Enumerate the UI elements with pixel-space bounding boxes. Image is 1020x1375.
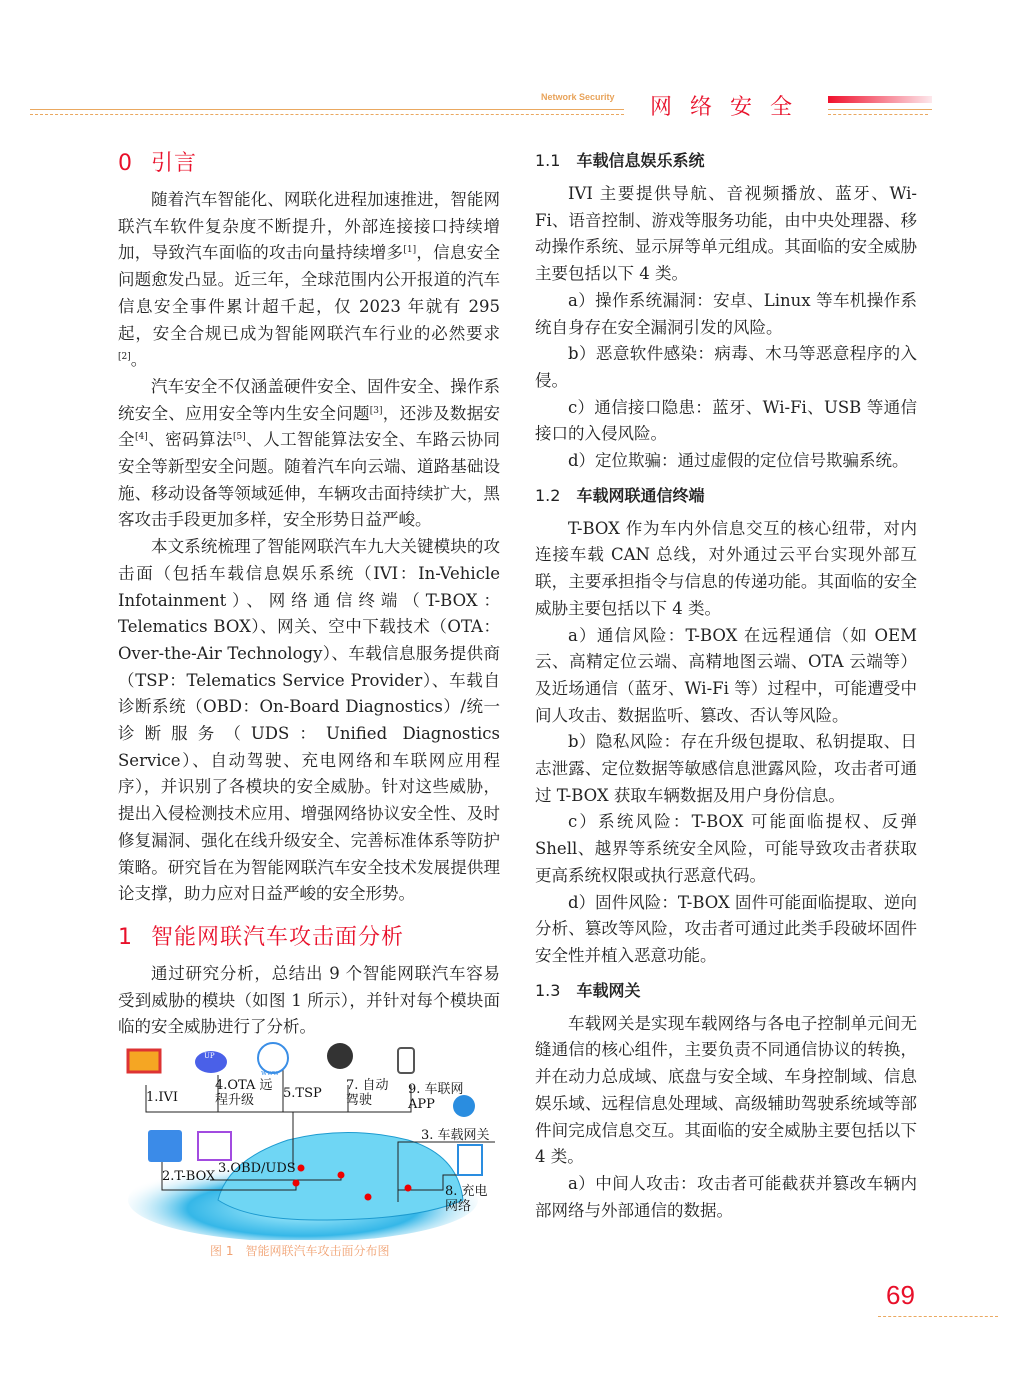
text: 、密码算法 (147, 430, 233, 450)
list-item: d）定位欺骗：通过虚假的定位信号欺骗系统。 (568, 451, 909, 471)
label-obd: 3.OBD/UDS (218, 1161, 296, 1176)
paragraph: 本文系统梳理了智能网联汽车九大关键模块的攻击面（包括车载信息娱乐系统（IVI：In-Vehicle Infotainment）、网络通信终端（T-BOX：Telematics BOX）、网关、空中下载技术（OTA：Over-the-Air Technology）、车载信息服务提供商（TSP：Telematics Service Provider）、车载自诊断系统（OBD：On-Board Diagnostics）/统一诊断服务（UDS：Unified Diagnostics Service）、自动驾驶、充电网络和车联网应用程序），并识别了各模块的安全威胁。针对这些威胁，提出入侵检测技术应用、增强网络协议安全性、及时修复漏洞、强化在线升级安全、完善标准体系等防护策略。研究旨在为智能网联汽车安全技术发展提供理论支撑，助力应对日益严峻的安全形势。 (118, 537, 500, 904)
page-number: 69 (886, 1280, 915, 1310)
phone-icon (398, 1048, 414, 1073)
citation: [1] (403, 245, 417, 256)
paragraph (118, 187, 500, 374)
header-cn: 网络安全 (650, 95, 811, 120)
circuit-icon (148, 1130, 182, 1162)
subsection-title: 车载信息娱乐系统 (576, 151, 705, 170)
left-column (118, 140, 500, 1041)
text: 汽车安全不仅涵盖硬件安全、固件安全、操作系统安全、应用安全等内生安全问题 (118, 376, 500, 423)
charger-icon (458, 1145, 482, 1175)
header-rule-dashed (30, 114, 624, 115)
text: 、人工智能算法安全、车路云协同安全等新型安全问题。随着汽车向云端、道路基础设施、移动设备等领域延伸，车辆攻击面持续扩大，黑客攻击手段更加多样，安全形势日益严峻。 (118, 430, 501, 530)
section-title: 智能网联汽车攻击面分析 (151, 924, 405, 950)
figure-1 (118, 1040, 500, 1240)
text: 随着汽车智能化、网联化进程加速推进，智能网联汽车软件复杂度不断提升，外部连接接口持续增加，导致汽车面临的攻击向量持续增多 (118, 190, 500, 263)
citation: [3] (369, 405, 383, 416)
label-gateway: 3. 车载网关 (421, 1128, 490, 1143)
text: ，信息安全问题愈发凸显。近三年，全球范围内公开报道的汽车信息安全事件累计超千起，仅 2023 年就有 295 起，安全合规已成为智能网联汽车行业的必然要求 (118, 243, 501, 343)
page-number-rule (878, 1316, 998, 1317)
paragraph: 车载网关是实现车载网络与各电子控制单元间无缝通信的核心组件，主要负责不同通信协议的转换，并在动力总成域、底盘与安全域、车身控制域、信息娱乐域、远程信息处理域、高级辅助驾驶系统域等部件间完成信息交互。其面临的安全威胁主要包括以下 4 类。 (535, 1013, 917, 1167)
header-rule (30, 109, 624, 110)
subsection-number: 1.3 (535, 980, 561, 1000)
subsection-number: 1.2 (535, 485, 561, 505)
header-rule-right (828, 109, 932, 110)
text: ，还涉及数据安全 (118, 403, 501, 450)
up-icon-text: UP (204, 1052, 215, 1060)
paragraph: 通过研究分析，总结出 9 个智能网联汽车容易受到威胁的模块（如图 1 所示），并针对每个模块面临的安全威胁进行了分析。 (118, 963, 500, 1037)
section-title: 引言 (151, 151, 198, 176)
citation: [5] (232, 432, 246, 443)
label-autodrive: 7. 自动驾驶 (346, 1078, 389, 1108)
www-icon-text: www (261, 1069, 279, 1077)
label-ota: 4.OTA 远程升级 (215, 1078, 273, 1108)
list-item: a）操作系统漏洞：安卓、Linux 等车机操作系统自身存在安全漏洞引发的风险。 (535, 290, 917, 337)
citation: [2] (118, 352, 131, 363)
list-item: c）通信接口隐患：蓝牙、Wi-Fi、USB 等通信接口的入侵风险。 (535, 397, 917, 444)
section-number: 1 (118, 924, 133, 950)
citation: [4] (134, 432, 148, 443)
label-tbox: 2.T-BOX (162, 1169, 216, 1184)
paragraph (118, 374, 500, 534)
ivi-screen-icon (128, 1050, 160, 1072)
section-1-heading (118, 920, 500, 951)
right-column (535, 140, 917, 1224)
subsection-1-3-heading (535, 978, 917, 1001)
paragraph: IVI 主要提供导航、音视频播放、蓝牙、Wi-Fi、语音控制、游戏等服务功能，由中央处理器、移动操作系统、显示屏等单元组成。其面临的安全威胁主要包括以下 4 类。 (535, 184, 917, 284)
gauge-icon (327, 1043, 353, 1069)
header-en: Network Security (541, 92, 615, 102)
list-item: b）恶意软件感染：病毒、木马等恶意程序的入侵。 (535, 344, 917, 390)
subsection-number: 1.1 (535, 151, 561, 170)
subsection-title: 车载网联通信终端 (576, 485, 705, 505)
label-ivi: 1.IVI (146, 1090, 179, 1105)
section-number: 0 (118, 151, 133, 176)
subsection-1-2-heading (535, 483, 917, 506)
list-item: a）通信风险：T-BOX 在远程通信（如 OEM 云、高精定位云端、高精地图云端、OTA 云端等）及近场通信（蓝牙、Wi-Fi 等）过程中，可能遭受中间人攻击、数据监听、篡改、否认等风险。 (535, 625, 917, 725)
section-0-heading (118, 146, 500, 177)
subsection-1-1-heading (535, 148, 917, 171)
label-charging: 8. 充电网络 (445, 1184, 488, 1214)
label-tsp: 5.TSP (283, 1086, 322, 1101)
header-rule-right-dashed (828, 114, 928, 115)
list-item: c）系统风险：T-BOX 可能面临提权、反弹 Shell、越界等系统安全风险，可能导致攻击者获取更高系统权限或执行恶意代码。 (535, 812, 917, 885)
text: 。 (130, 350, 148, 370)
obd-icon (198, 1132, 231, 1160)
figure-caption: 图 1 智能网联汽车攻击面分布图 (210, 1244, 390, 1258)
label-app: 9. 车联网 APP (408, 1082, 464, 1112)
list-item: a）中间人攻击：攻击者可能截获并篡改车辆内部网络与外部通信的数据。 (535, 1173, 917, 1220)
subsection-title: 车载网关 (576, 980, 641, 1000)
header-gradient-bar (828, 96, 932, 103)
list-item: d）固件风险：T-BOX 固件可能面临提取、逆向分析、篡改等风险，攻击者可通过此类手段破坏固件安全性并植入恶意功能。 (535, 892, 917, 965)
paragraph: T-BOX 作为车内外信息交互的核心纽带，对内连接车载 CAN 总线，对外通过云平台实现外部互联，主要承担指令与信息的传递功能。其面临的安全威胁主要包括以下 4 类。 (535, 518, 917, 618)
list-item: b）隐私风险：存在升级包提取、私钥提取、日志泄露、定位数据等敏感信息泄露风险，攻击者可通过 T-BOX 获取车辆数据及用户身份信息。 (535, 732, 917, 805)
